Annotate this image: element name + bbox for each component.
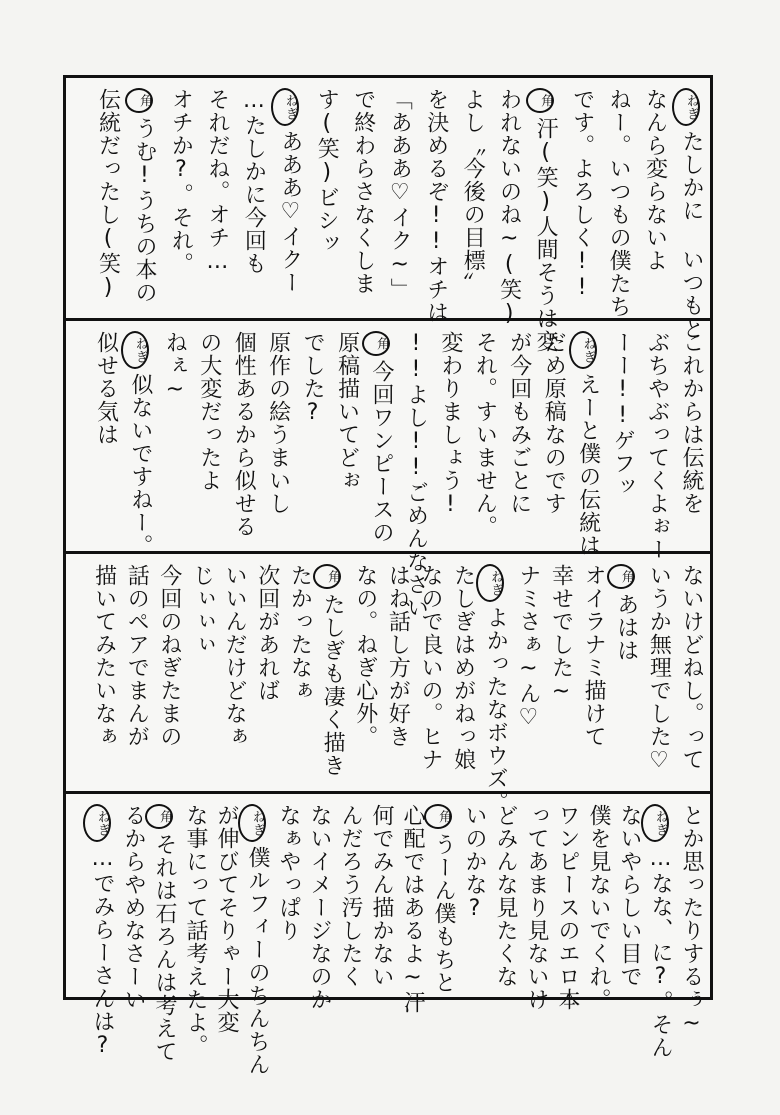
text-column [206,88,228,275]
text-column [526,88,559,353]
column-text: 伝統だったし(笑) [95,88,121,301]
text-column [339,804,361,988]
column-text: これからは伝統を [679,331,704,515]
speaker-badge: 角 [125,88,153,113]
column-text: どみんな見たくな [493,804,518,988]
text-column [541,331,567,515]
text-column [93,564,115,748]
text-column [646,331,668,561]
text-column [287,564,313,702]
text-column [93,331,119,446]
column-text: 何でみん描かない [369,804,394,988]
column-text: 僕ルフィーのちんちん [245,846,270,1076]
column-text: 心配ではあるよ~汗 [400,804,425,1014]
column-text: …なな、に?。そん [648,846,673,1059]
column-text: す(笑)ビシッ [314,88,340,255]
panel-1 [66,78,710,353]
text-column [419,564,441,771]
column-text: な事にって話考えたよ。 [183,804,208,1057]
column-text: ないイメージなのか [307,804,332,1011]
column-text: いうか無理でした♡ [646,564,672,774]
text-column [607,564,637,662]
text-column [680,804,702,1037]
column-text: それは石ろんは考えて [152,833,177,1063]
column-text: なの。ねぎ心外。 [352,564,378,748]
column-text: うーん僕もちと [431,833,456,994]
column-text: よし〝今後の目標〟 [460,88,486,295]
column-text: あああ♡イクー [277,130,303,294]
column-text: ぶちやぶってくよぉー [644,331,670,561]
text-column [571,88,593,301]
column-text: なぁやっぱり [276,804,301,942]
column-text: 原作の絵うまいし [265,331,291,515]
column-text: だめ原稿なのです [541,331,567,515]
speaker-badge: ねぎ [271,88,299,126]
column-text: なので良いの。ヒナ [417,564,443,771]
column-text: るからやめなさーい [121,804,146,1011]
text-column [362,331,392,544]
text-column [168,88,194,275]
column-text: ーー!!ゲフッ [610,331,636,498]
text-column [618,804,640,988]
text-column [439,331,461,518]
text-column [472,331,498,538]
text-column [401,804,423,1014]
column-text: じぃぃぃ [189,564,215,656]
column-text: です。よろしく!! [569,88,595,301]
text-column [463,804,485,922]
text-column [124,564,150,748]
column-text: いのかな? [462,804,487,922]
column-text: 僕を見ないでくれ。 [586,804,611,1011]
text-column [336,331,358,492]
text-column [308,804,330,1011]
speaker-badge: ねぎ [121,331,149,369]
text-column [122,804,144,1011]
text-column [606,88,632,318]
panel-3 [66,554,710,813]
speaker-badge: 角 [313,564,341,589]
text-column [121,331,151,557]
column-text: たしぎはめがねっ娘 [450,564,476,771]
text-column [238,804,268,1076]
text-column [158,564,180,748]
column-text: 次回があれば [254,564,280,702]
text-column [277,804,299,942]
column-text: 話のペアでまんが [124,564,150,748]
column-text: …たしかに今回も [241,88,267,275]
column-text: なんら変らないよ [642,88,668,272]
text-column [198,331,220,492]
column-text: 今回のねぎたまの [156,564,182,748]
column-text: を決めるぞ!!オチは [423,88,449,324]
column-text: ワンピースのエロ本 [555,804,580,1011]
speaker-badge: 角 [607,564,635,589]
column-text: 似ないですねー。 [127,373,153,557]
column-text: えーと僕の伝統は [575,373,601,557]
column-text: の大変だったよ [196,331,222,492]
text-column [125,88,155,304]
column-text: !!よし!!ごめんなさい [403,331,429,619]
text-column [680,564,702,771]
column-text: 個性あるから似せる [231,331,257,538]
column-text: で終わらさなくしま [350,88,376,295]
column-text: われないのね~(笑) [496,88,522,327]
column-text: が今回もみごとに [506,331,532,515]
speaker-badge: 角 [526,88,554,113]
speaker-badge: ねぎ [238,804,266,842]
text-column [644,88,666,272]
text-column [494,804,516,988]
column-text: 今回ワンピースの [369,360,394,544]
speaker-badge: 角 [424,804,452,829]
text-column [313,564,346,777]
column-text: ナミさぁ~ん♡ [515,564,541,731]
column-text: それだね。オチ… [204,88,230,275]
column-text: 変わりましょう! [437,331,463,518]
text-column [267,331,289,515]
column-text: ねぇ~ [162,331,188,403]
column-text: 汗(笑)人間そうは変 [533,117,559,353]
text-column [314,88,340,255]
speaker-badge: 角 [145,804,173,829]
speaker-badge: ねぎ [672,88,700,126]
column-text: んだろう汚したく [338,804,363,988]
column-text: ないけどねし。って [679,564,704,771]
column-text: ないやらしい目で [617,804,642,988]
text-column [352,88,374,295]
column-text: …でみらーさんは? [90,846,115,1059]
text-column [231,331,257,538]
column-text: うむ!うちの本の [131,117,157,304]
speaker-badge: ねぎ [569,331,597,369]
column-text: たかったなぁ [287,564,313,702]
column-text: よかったなボウズ。 [483,606,509,813]
text-column [271,88,301,294]
text-column [610,331,636,498]
column-text: たしぎも凄く描き [320,593,346,777]
text-column [452,564,474,771]
text-column [581,564,607,748]
text-column [256,564,278,702]
text-column [508,331,530,515]
text-column [517,564,539,731]
column-text: ってあまり見ないけ [524,804,549,1011]
column-text: はね話し方が好き [385,564,411,748]
text-column [498,88,520,327]
text-column [95,88,121,301]
speaker-badge: ねぎ [641,804,669,842]
column-text: 「あああ♡イク~」 [387,88,413,301]
column-text: あはは [613,593,639,662]
text-column [385,564,411,748]
text-column [680,331,702,515]
text-column [300,331,326,426]
column-text: ねー。いつもの僕たち [606,88,632,318]
column-text: オチか?。それ。 [168,88,194,275]
text-column [354,564,376,748]
text-column [556,804,578,1011]
text-column [672,88,702,340]
text-column [460,88,486,295]
panel-4 [66,794,710,1076]
column-text: でした? [300,331,326,426]
column-text: いいんだけどなぁ [222,564,248,748]
text-column [641,804,671,1059]
column-text: 描いてみたいなぁ [91,564,117,748]
speaker-badge: 角 [362,331,390,356]
text-frame [63,75,713,1076]
column-text: 似せる気は [93,331,119,446]
column-text: が伸びてそりゃー大変 [214,804,239,1034]
column-text: とか思ったりするぅ~ [679,804,704,1037]
text-column [424,804,454,994]
text-column [145,804,175,1063]
text-column [587,804,609,1011]
text-column [222,564,248,748]
text-column [191,564,213,656]
text-column [162,331,188,403]
column-text: 原稿描いてどぉ [334,331,360,492]
text-column [184,804,206,1057]
text-column [241,88,267,275]
speaker-badge: ねぎ [83,804,111,842]
text-column [569,331,599,557]
text-column [425,88,447,324]
column-text: それ。すいません。 [472,331,498,538]
text-column [83,804,113,1059]
speaker-badge: ねぎ [476,564,504,602]
text-column [646,564,672,774]
column-text: たしかに いつもと [679,130,704,340]
text-column [387,88,413,301]
text-column [215,804,237,1034]
text-column [370,804,392,988]
column-text: オイラナミ描けて [581,564,607,748]
text-column [525,804,547,1011]
text-column [476,564,509,813]
text-column [548,564,574,705]
column-text: 幸せでした~ [548,564,574,705]
